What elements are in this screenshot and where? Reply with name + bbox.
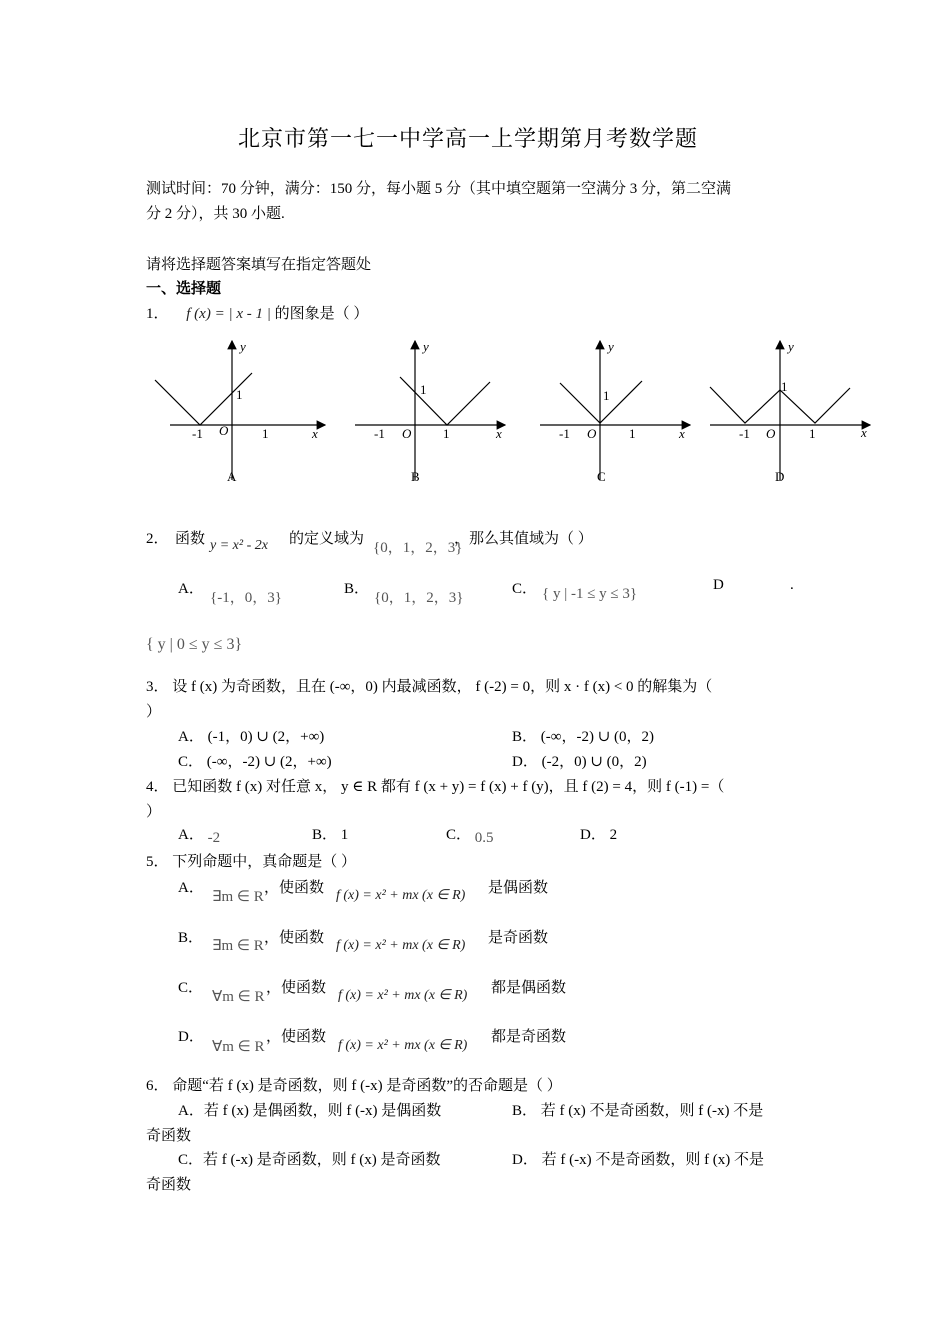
option-a-quant: ∃m ∈ R bbox=[212, 889, 264, 905]
intro-line-1: 测试时间：70 分钟，满分：150 分，每小题 5 分（其中填空题第一空满分 3 分，第二空满 bbox=[146, 181, 732, 197]
question-4: 4． 已知函数 f (x) 对任意 x， y ∈ R 都有 f (x + y) = f (x) + f (y)，且 f (2) = 4，则 f (-1) =（ bbox=[146, 779, 725, 795]
option-b: B． 1 bbox=[312, 827, 349, 843]
option-c-quant: ∀m ∈ R bbox=[212, 989, 265, 1005]
option-d-quant: ∀m ∈ R bbox=[212, 1039, 265, 1055]
option-b-formula: f (x) = x² + mx (x ∈ R) bbox=[336, 938, 466, 953]
option-c-tail: 都是偶函数 bbox=[491, 980, 567, 996]
option-a: A．若 f (x) 是偶函数，则 f (-x) 是偶函数 bbox=[178, 1103, 442, 1119]
option-a-tail: 是偶函数 bbox=[488, 880, 549, 896]
question-4-close: ） bbox=[146, 804, 162, 820]
option-d: D． 若 f (-x) 不是奇函数，则 f (x) 不是 bbox=[512, 1152, 765, 1168]
option-c: C． (-∞，-2) ∪ (2，+∞) bbox=[178, 754, 332, 770]
option-d: D． 2 bbox=[580, 827, 618, 843]
option-letter: C bbox=[597, 469, 606, 484]
option-b: B． (-∞，-2) ∪ (0，2) bbox=[512, 729, 654, 745]
y-axis-label: y bbox=[788, 339, 794, 354]
option-a-label: A． bbox=[178, 880, 204, 896]
option-b-tail: 是奇函数 bbox=[488, 930, 549, 946]
question-2-post: ，那么其值域为（ ） bbox=[454, 531, 593, 547]
y-axis-label: y bbox=[423, 339, 429, 354]
x-tick-1: 1 bbox=[809, 426, 816, 441]
question-3: 3． 设 f (x) 为奇函数，且在 (-∞，0) 内最减函数， f (-2) = 0，则 x · f (x) < 0 的解集为（ bbox=[146, 679, 713, 695]
origin-label: O bbox=[219, 423, 229, 438]
option-d-label: D． bbox=[178, 1029, 204, 1045]
section-heading: 一、选择题 bbox=[146, 281, 222, 297]
option-a-label: A． bbox=[178, 581, 204, 597]
option-d-mid: ，使函数 bbox=[266, 1029, 327, 1045]
option-d-cont: 奇函数 bbox=[146, 1177, 192, 1193]
x-tick-neg1: -1 bbox=[559, 426, 570, 441]
option-c: C． 0.5 bbox=[446, 827, 494, 846]
option-b-quant: ∃m ∈ R bbox=[212, 938, 264, 954]
origin-label: O bbox=[766, 426, 776, 441]
option-c-formula: f (x) = x² + mx (x ∈ R) bbox=[338, 988, 468, 1003]
question-2-number: 2． bbox=[146, 531, 169, 547]
option-a-value: {-1，0，3} bbox=[210, 590, 282, 606]
formula: y = x² - 2x bbox=[210, 538, 268, 553]
option-d-formula: f (x) = x² + mx (x ∈ R) bbox=[338, 1038, 468, 1053]
option-c-value: { y | -1 ≤ y ≤ 3} bbox=[542, 586, 638, 602]
option-d: D． (-2，0) ∪ (0，2) bbox=[512, 754, 647, 770]
function-curve bbox=[400, 377, 490, 425]
option-b-value: {0，1，2，3} bbox=[374, 590, 464, 606]
x-tick-1: 1 bbox=[629, 426, 636, 441]
y-axis-label: y bbox=[608, 339, 614, 354]
y-tick-1: 1 bbox=[781, 379, 788, 394]
x-axis-label: x bbox=[861, 425, 867, 440]
option-d-tail: 都是奇函数 bbox=[491, 1029, 567, 1045]
option-d-value: { y | 0 ≤ y ≤ 3} bbox=[146, 636, 243, 653]
x-axis-label: x bbox=[496, 426, 502, 441]
option-a: A． -2 bbox=[178, 827, 221, 846]
question-1 bbox=[146, 302, 368, 323]
y-tick-1: 1 bbox=[236, 387, 243, 402]
option-d-dot: . bbox=[790, 577, 794, 593]
intro-line-2: 分 2 分），共 30 小题. bbox=[146, 206, 285, 222]
option-a-formula: f (x) = x² + mx (x ∈ R) bbox=[336, 888, 466, 903]
graph-b bbox=[350, 335, 510, 485]
option-a: A． (-1，0) ∪ (2，+∞) bbox=[178, 729, 325, 745]
origin-label: O bbox=[402, 426, 412, 441]
option-c-mid: ，使函数 bbox=[266, 980, 327, 996]
x-axis-label: x bbox=[312, 426, 318, 441]
option-b: B． 若 f (x) 不是奇函数，则 f (-x) 不是 bbox=[512, 1103, 764, 1119]
question-6: 6． 命题“若 f (x) 是奇函数，则 f (-x) 是奇函数”的否命题是（ ） bbox=[146, 1078, 562, 1094]
y-axis-label: y bbox=[240, 339, 246, 354]
question-2-pre: 函数 bbox=[175, 531, 206, 547]
option-c-label: C． bbox=[512, 581, 538, 597]
domain-set: {0，1，2，3} bbox=[373, 540, 463, 556]
page-title: 北京市第一七一中学高一上学期第月考数学题 bbox=[238, 126, 699, 151]
option-letter: A bbox=[227, 469, 237, 484]
x-tick-neg1: -1 bbox=[374, 426, 385, 441]
option-c-label: C． bbox=[178, 980, 204, 996]
option-b-mid: ，使函数 bbox=[264, 930, 325, 946]
question-5: 5． 下列命题中，真命题是（ ） bbox=[146, 854, 357, 870]
question-2-mid: 的定义域为 bbox=[289, 531, 365, 547]
origin-label: O bbox=[587, 426, 597, 441]
option-a-mid: ，使函数 bbox=[264, 880, 325, 896]
x-tick-1: 1 bbox=[262, 426, 269, 441]
formula: f (x) = | x - 1 | bbox=[186, 306, 271, 322]
graph-d bbox=[705, 335, 875, 485]
question-number: 1． bbox=[146, 306, 169, 322]
x-tick-neg1: -1 bbox=[192, 426, 203, 441]
option-c: C．若 f (-x) 是奇函数，则 f (x) 是奇函数 bbox=[178, 1152, 441, 1168]
question-text: 的图象是（ ） bbox=[274, 306, 369, 322]
x-axis-label: x bbox=[679, 426, 685, 441]
graph-c bbox=[535, 335, 695, 485]
option-letter: B bbox=[411, 469, 420, 484]
x-tick-1: 1 bbox=[443, 426, 450, 441]
graph-a bbox=[150, 335, 330, 485]
option-b-label: B． bbox=[344, 581, 370, 597]
option-d-label: D bbox=[713, 577, 724, 593]
option-b-cont: 奇函数 bbox=[146, 1128, 192, 1144]
instruction: 请将选择题答案填写在指定答题处 bbox=[146, 257, 372, 273]
option-letter: D bbox=[775, 469, 785, 484]
y-tick-1: 1 bbox=[603, 388, 610, 403]
function-curve bbox=[560, 381, 642, 423]
x-tick-neg1: -1 bbox=[739, 426, 750, 441]
question-3-close: ） bbox=[146, 704, 162, 720]
option-b-label: B． bbox=[178, 930, 204, 946]
y-tick-1: 1 bbox=[420, 382, 427, 397]
